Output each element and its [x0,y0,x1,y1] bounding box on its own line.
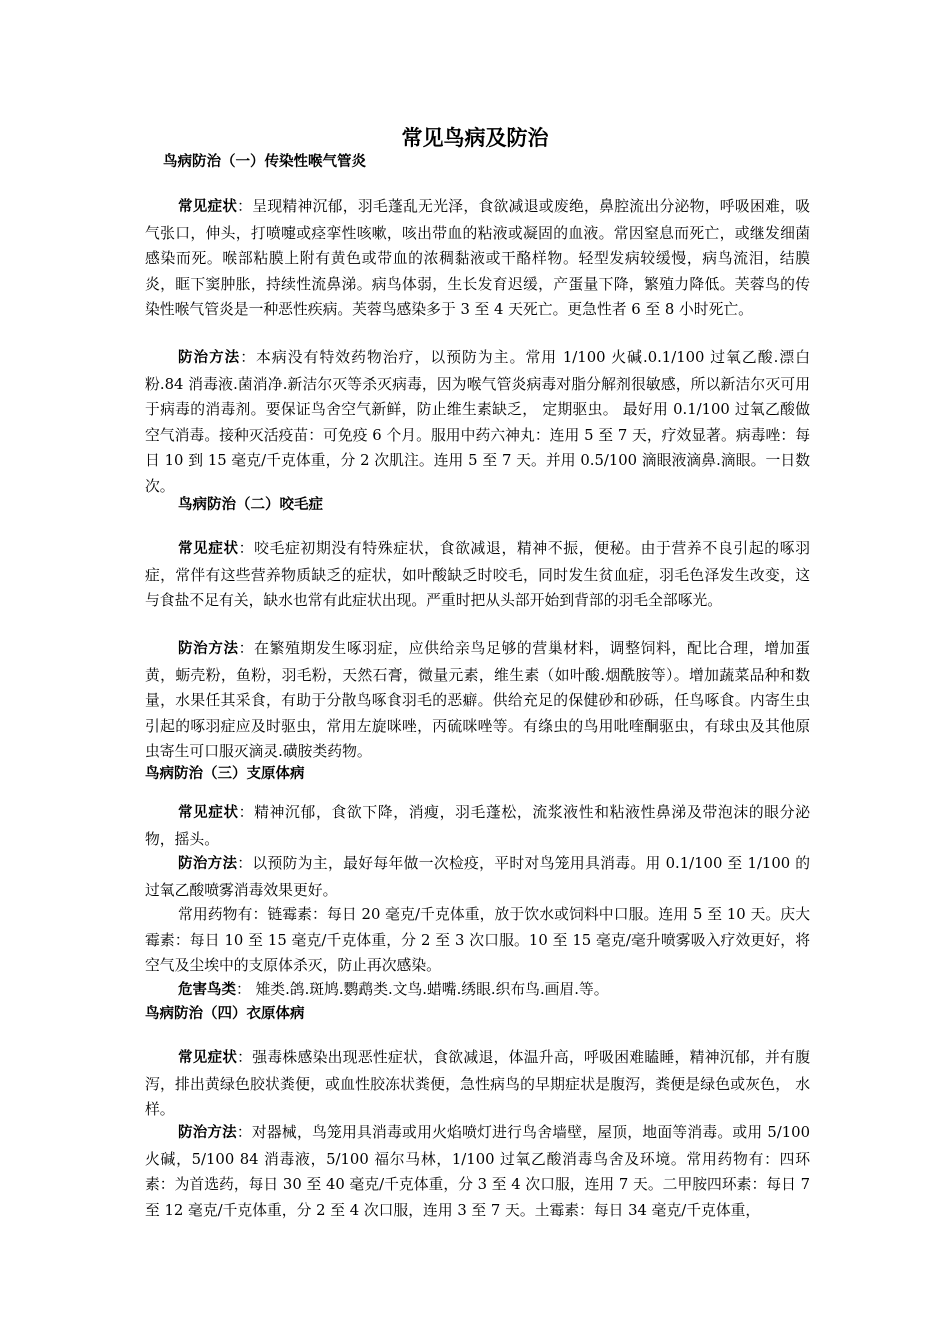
symptoms-label: 常见症状 [178,541,239,557]
treatment-text: ：对器械，鸟笼用具消毒或用火焰喷灯进行鸟舍墙壁，屋顶，地面等消毒。或用 5/100 火碱，5/100 84 消毒液，5/100 福尔马林，1/100 过氧乙酸消毒鸟舍及环境。常用药物有：四环素：为首选药，每日 30 至 40 毫克/千克体重，分 3 至 4 次口服，连用 7 天。二甲胺四环素：每日 7 至 12 毫克/千克体重，分 2 至 4 次口服，连用 3 至 7 天。土霉素：每日 34 毫克/千克体重， [145,1124,810,1219]
treatment-text: ：本病没有特效药物治疗，以预防为主。常用 1/100 火碱.0.1/100 过氧乙酸.漂白粉.84 消毒液.菌消净.新洁尔灭等杀灭病毒，因为喉气管炎病毒对脂分解剂很敏感，所以新洁尔灭可用于病毒的消毒剂。要保证鸟舍空气新鲜，防止维生素缺乏， 定期驱虫。 最好用 0.1/100 过氧乙酸做空气消毒。接种灭活疫苗：可免疫 6 个月。服用中药六神丸：连用 5 至 7 天，疗效显著。病毒唑：每日 10 到 15 毫克/千克体重，分 2 次肌注。连用 5 至 7 天。并用 0.5/100 滴眼液滴鼻.滴眼。一日数次。 [145,349,810,495]
section-4-treatment-paragraph [145,1120,810,1223]
section-heading-3: 鸟病防治（三）支原体病 [145,766,305,782]
treatment-label: 防治方法 [178,641,239,657]
section-2-treatment-paragraph [145,636,810,765]
treatment-label: 防治方法 [178,350,241,366]
birds-label: 危害鸟类 [178,982,236,998]
section-3-drugs-paragraph: 常用药物有：链霉素：每日 20 毫克/千克体重，放于饮水或饲料中口服。连用 5 至 10 天。庆大霉素：每日 10 至 15 毫克/千克体重，分 2 至 3 次口服。10 至 15 毫克/毫升喷雾吸入疗效更好，将空气及尘埃中的支原体杀灭，防止再次感染。 [145,906,810,975]
section-3-treatment-paragraph [145,851,810,903]
symptoms-text: ：咬毛症初期没有特殊症状，食欲减退，精神不振，便秘。由于营养不良引起的啄羽症，常伴有这些营养物质缺乏的症状，如叶酸缺乏时咬毛，同时发生贫血症，羽毛色泽发生改变，这与食盐不足有关，缺水也常有此症状出现。严重时把从头部开始到背部的羽毛全部啄光。 [145,540,810,610]
section-1-symptoms-paragraph [145,194,810,323]
section-heading-4: 鸟病防治（四）衣原体病 [145,1006,305,1022]
section-3-symptoms-paragraph [145,800,810,852]
symptoms-text: ：精神沉郁，食欲下降，消瘦，羽毛蓬松，流浆液性和粘液性鼻涕及带泡沫的眼分泌物，摇头。 [145,804,810,848]
section-heading-2: 鸟病防治（二）咬毛症 [178,497,323,513]
treatment-text: ：在繁殖期发生啄羽症，应供给亲鸟足够的营巢材料，调整饲料，配比合理，增加蛋黄，蛎壳粉，鱼粉，羽毛粉，天然石膏，微量元素，维生素（如叶酸.烟酰胺等）。增加蔬菜品种和数量，水果任其采食，有助于分散鸟啄食羽毛的恶癖。供给充足的保健砂和砂砾，任鸟啄食。内寄生虫引起的啄羽症应及时驱虫，常用左旋咪唑，丙硫咪唑等。有绦虫的鸟用吡喹酮驱虫，有球虫及其他原虫寄生可口服灭滴灵.磺胺类药物。 [145,640,810,761]
section-1-treatment-paragraph [145,345,810,500]
birds-text: ： 雉类.鸽.斑鸠.鹦鹉类.文鸟.蜡嘴.绣眼.织布鸟.画眉.等。 [236,981,609,998]
section-heading-1: 鸟病防治（一）传染性喉气管炎 [163,154,366,170]
treatment-label: 防治方法 [178,856,238,872]
symptoms-label: 常见症状 [178,199,238,215]
section-2-symptoms-paragraph [145,536,810,614]
section-4-symptoms-paragraph [145,1045,810,1123]
symptoms-text: ：呈现精神沉郁，羽毛蓬乱无光泽，食欲减退或废绝，鼻腔流出分泌物，呼吸困难，吸气张口，伸头，打喷嚏或痉挛性咳嗽，咳出带血的粘液或凝固的血液。常因窒息而死亡，或继发细菌感染而死。喉部粘膜上附有黄色或带血的浓稠黏液或干酪样物。轻型发病较缓慢，病鸟流泪，结膜炎，眶下窦肿胀，持续性流鼻涕。病鸟体弱，生长发育迟缓，产蛋量下降，繁殖力降低。芙蓉鸟的传染性喉气管炎是一种恶性疾病。芙蓉鸟感染多于 3 至 4 天死亡。更急性者 6 至 8 小时死亡。 [145,198,811,319]
treatment-text: ：以预防为主，最好每年做一次检疫，平时对鸟笼用具消毒。用 0.1/100 至 1/100 的过氧乙酸喷雾消毒效果更好。 [145,855,810,899]
document-title: 常见鸟病及防治 [401,126,549,150]
symptoms-label: 常见症状 [178,1050,238,1066]
treatment-label: 防治方法 [178,1125,237,1141]
symptoms-text: ：强毒株感染出现恶性症状，食欲减退，体温升高，呼吸困难瞌睡，精神沉郁，并有腹泻，排出黄绿色胶状粪便，或血性胶冻状粪便，急性病鸟的早期症状是腹泻，粪便是绿色或灰色， 水样。 [145,1049,811,1119]
symptoms-label: 常见症状 [178,805,239,821]
section-3-birds-paragraph [145,977,810,1004]
